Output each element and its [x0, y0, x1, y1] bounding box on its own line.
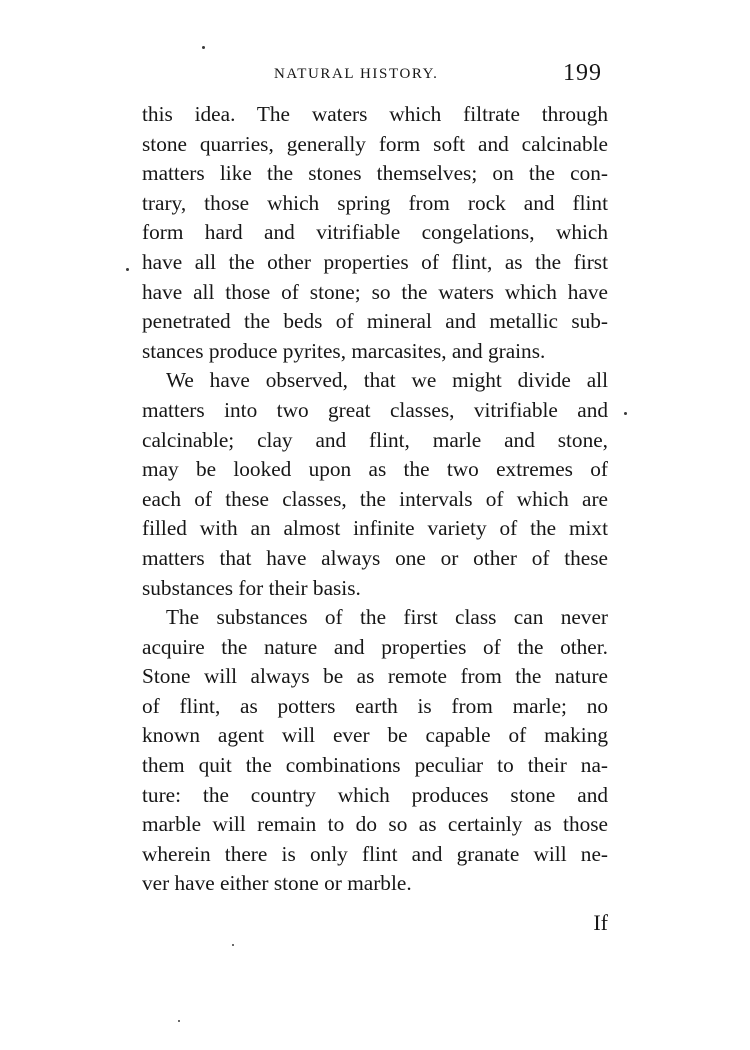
running-title: NATURAL HISTORY.: [274, 66, 439, 82]
text-line: them quit the combinations peculiar to their na-: [142, 753, 608, 778]
text-line: this idea. The waters which filtrate through: [142, 102, 608, 126]
paragraph: [142, 366, 608, 603]
paper-speck: [202, 46, 205, 49]
text-line: filled with an almost infinite variety of the mixt: [142, 516, 608, 541]
text-line: of flint, as potters earth is from marle; no: [142, 693, 608, 718]
text-line: marble will remain to do so as certainly as those: [142, 812, 608, 837]
text-line: each of these classes, the intervals of which are: [142, 486, 608, 511]
text-line: penetrated the beds of mineral and metallic sub-: [142, 309, 608, 334]
text-line: stone quarries, generally form soft and calcinable: [142, 131, 608, 156]
paragraph: [142, 100, 608, 366]
text-line: matters into two great classes, vitrifiable and: [142, 397, 608, 422]
text-line: The substances of the first class can never: [166, 605, 608, 630]
text-line: acquire the nature and properties of the other.: [142, 634, 608, 659]
text-line: substances for their basis.: [142, 575, 361, 600]
text-line: have all the other properties of flint, as the first: [142, 249, 608, 274]
text-line: calcinable; clay and flint, marle and stone,: [142, 427, 608, 452]
paper-speck: [232, 944, 234, 946]
paragraph: [142, 603, 608, 899]
body-text: [142, 100, 608, 899]
paper-speck: [126, 268, 129, 271]
paper-speck: [178, 1020, 180, 1022]
text-line: stances produce pyrites, marcasites, and grains.: [142, 338, 546, 363]
page-number: 199: [563, 60, 602, 86]
text-line: wherein there is only flint and granate will ne-: [142, 841, 608, 866]
text-line: form hard and vitrifiable congelations, which: [142, 220, 608, 245]
text-line: matters like the stones themselves; on the con-: [142, 161, 608, 186]
text-line: We have observed, that we might divide all: [166, 368, 608, 393]
text-line: ture: the country which produces stone and: [142, 782, 608, 807]
text-line: Stone will always be as remote from the nature: [142, 664, 608, 689]
catchword: If: [593, 910, 608, 935]
text-line: trary, those which spring from rock and flint: [142, 190, 608, 215]
text-line: ver have either stone or marble.: [142, 871, 412, 896]
paper-speck: [624, 412, 627, 415]
text-line: may be looked upon as the two extremes of: [142, 457, 608, 482]
text-line: known agent will ever be capable of making: [142, 723, 608, 748]
page-header: [142, 60, 608, 88]
text-line: have all those of stone; so the waters which have: [142, 279, 608, 304]
text-line: matters that have always one or other of these: [142, 545, 608, 570]
